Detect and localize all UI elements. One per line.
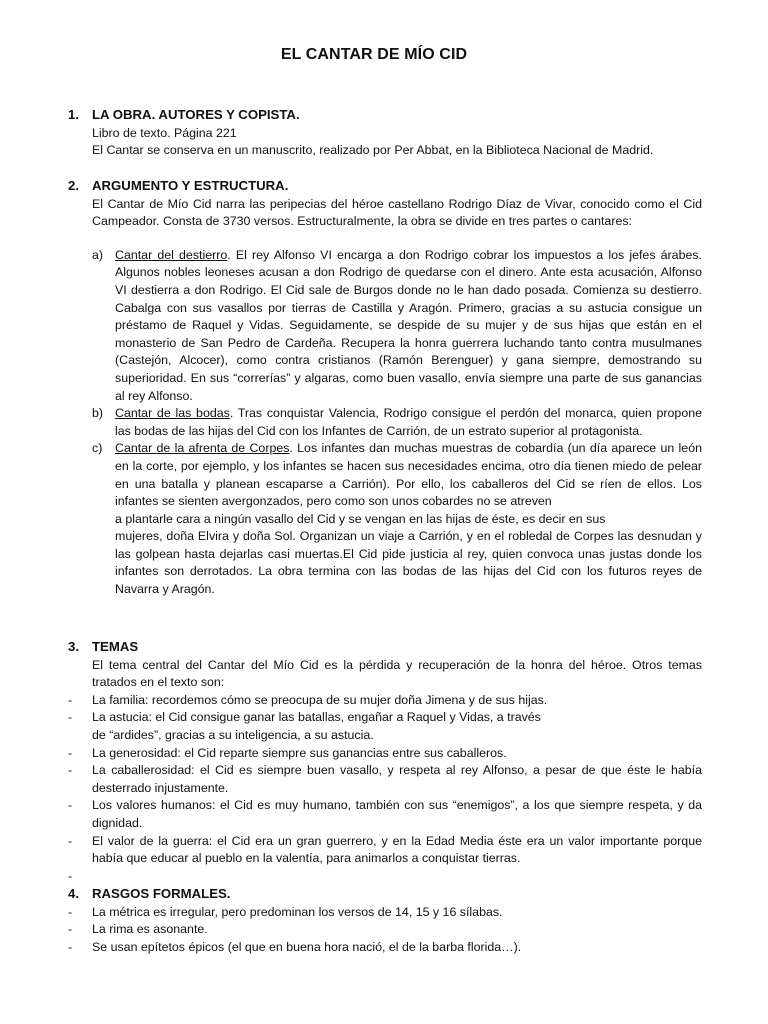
item-title: Cantar de la afrenta de Corpes — [115, 441, 290, 456]
bullet-dash: - — [68, 939, 73, 954]
bullet-continuation: de “ardides”, gracias a su inteligencia, a su astucia. — [92, 727, 374, 742]
section-heading — [68, 638, 708, 656]
paragraph: El Cantar de Mío Cid narra las peripecias del héroe castellano Rodrigo Díaz de Vivar, conocido como el Cid Campeador. Consta de 3730 versos. Estructuralmente, la obra se divide en tres partes o cantares: — [92, 196, 702, 229]
bullet-item — [68, 797, 702, 832]
bullet-text: La métrica es irregular, pero predominan los versos de 14, 15 y 16 sílabas. — [92, 904, 503, 919]
section-number: 3. — [68, 639, 79, 654]
bullet-dash: - — [68, 833, 73, 848]
section-title: ARGUMENTO Y ESTRUCTURA. — [92, 178, 289, 193]
section-title: LA OBRA. AUTORES Y COPISTA. — [92, 107, 300, 122]
bullet-text: La caballerosidad: el Cid es siempre buen vasallo, y respeta al rey Alfonso, a pesar de que éste le había desterrado injustamente. — [92, 763, 702, 795]
bullet-text: La astucia: el Cid consigue ganar las batallas, engañar a Raquel y Vidas, a través — [92, 710, 541, 725]
text-line: Libro de texto. Página 221 — [92, 125, 237, 140]
bullet-item — [68, 692, 702, 710]
bullet-dash: - — [68, 904, 73, 919]
item-text: . Los infantes dan muchas muestras de cobardía (un día aparece un león en la corte, por ejemplo, y los infantes se hacen sus necesidades encima, otro día tienen miedo de pelear en una batalla y planean escaparse a Carrión). Por ello, los caballeros del Cid se ríen de ellos. Los infantes se sienten avergonzados, pero como son unos cobardes no se atreven — [115, 441, 702, 509]
text-line: a plantarle cara a ningún vasallo del Cid y se vengan en las hijas de éste, es decir en sus — [115, 511, 606, 526]
item-label: b) — [92, 406, 104, 421]
section-heading — [68, 177, 708, 195]
bullet-text: La rima es asonante. — [92, 922, 208, 937]
list-item — [92, 405, 702, 440]
text-line: mujeres, doña Elvira y doña Sol. Organizan un viaje a Carrión, y en el robledal de Corpes las desnudan y las golpean hasta dejarlas casi muertas.El Cid pide justicia al rey, quien convoca unas justas donde los infantes son derrotados. La obra termina con las bodas de las hijas del Cid con los futuros reyes de Navarra y Aragón. — [115, 529, 702, 597]
bullet-item — [68, 709, 702, 744]
item-title: Cantar de las bodas — [115, 406, 230, 421]
bullet-item — [68, 939, 702, 957]
section-obra — [68, 106, 708, 160]
item-text: . Tras conquistar Valencia, Rodrigo consigue el perdón del monarca, quien propone las bodas de las hijas del Cid con los Infantes de Carrión, de un estrato superior al protagonista. — [115, 406, 702, 438]
section-title: TEMAS — [92, 639, 139, 654]
bullet-text: La generosidad: el Cid reparte siempre sus ganancias entre sus caballeros. — [92, 745, 507, 760]
bullet-item — [68, 921, 702, 939]
section-title: RASGOS FORMALES. — [92, 886, 231, 901]
bullet-item-empty — [68, 868, 702, 885]
bullet-dash: - — [68, 868, 73, 883]
bullet-item — [68, 904, 702, 922]
bullet-text: El valor de la guerra: el Cid era un gran guerrero, y en la Edad Media éste era un valor importante porque había que educar al pueblo en la valentía, para animarlos a conquistar tierras. — [92, 833, 702, 866]
bullet-item — [68, 833, 702, 868]
bullet-text: Se usan epítetos épicos (el que en buena hora nació, el de la barba florida…). — [92, 939, 522, 954]
section-number: 2. — [68, 178, 79, 193]
bullet-dash: - — [68, 745, 73, 760]
list-item — [92, 440, 702, 598]
item-label: a) — [92, 247, 104, 262]
text-line: El Cantar se conserva en un manuscrito, realizado por Per Abbat, en la Biblioteca Nacional de Madrid. — [92, 143, 654, 158]
bullet-dash: - — [68, 692, 73, 707]
bullet-dash: - — [68, 798, 73, 813]
bullet-dash: - — [68, 710, 73, 725]
section-number: 4. — [68, 886, 79, 901]
section-argumento — [68, 177, 708, 599]
bullet-item — [68, 762, 702, 797]
item-title: Cantar del destierro — [115, 247, 228, 262]
section-heading — [68, 885, 708, 903]
bullet-item — [68, 745, 702, 763]
item-label: c) — [92, 441, 103, 456]
section-number: 1. — [68, 107, 79, 122]
page-title: EL CANTAR DE MÍO CID — [280, 46, 468, 63]
section-temas — [68, 638, 708, 885]
bullet-dash: - — [68, 922, 73, 937]
item-text: . El rey Alfonso VI encarga a don Rodrigo cobrar los impuestos a los jefes árabes. Algunos nobles leoneses acusan a don Rodrigo de quedarse con el dinero. Ante esta acusación, Alfonso VI destierra a don Rodrigo. El Cid sale de Burgos donde no le han dado posada. Comienza su destierro. Cabalga con sus vasallos por tierras de Castilla y Aragón. Primero, gracias a su astucia consigue un préstamo de Raquel y Vidas. Seguidamente, se despide de su mujer y de sus hijas que están en el monasterio de San Pedro de Cardeña. Recupera la honra guerrera luchando tanto contra musulmanes (Castejón, Alcocer), como contra cristianos (Ramón Berenguer) y gana siempre, demostrando su superioridad. En sus “correrías” y algaras, como buen vasallo, envía siempre una parte de sus ganancias al rey Alfonso. — [115, 247, 702, 403]
section-rasgos — [68, 885, 708, 956]
bullet-text: Los valores humanos: el Cid es muy humano, también con sus “enemigos”, a los que siempre respeta, y da dignidad. — [92, 798, 702, 830]
bullet-dash: - — [68, 763, 73, 778]
section-heading — [68, 106, 708, 124]
bullet-text: La familia: recordemos cómo se preocupa de su mujer doña Jimena y de sus hijas. — [92, 692, 548, 707]
list-item — [92, 247, 702, 405]
paragraph: El tema central del Cantar del Mío Cid es la pérdida y recuperación de la honra del héroe. Otros temas tratados en el texto son: — [92, 657, 702, 690]
